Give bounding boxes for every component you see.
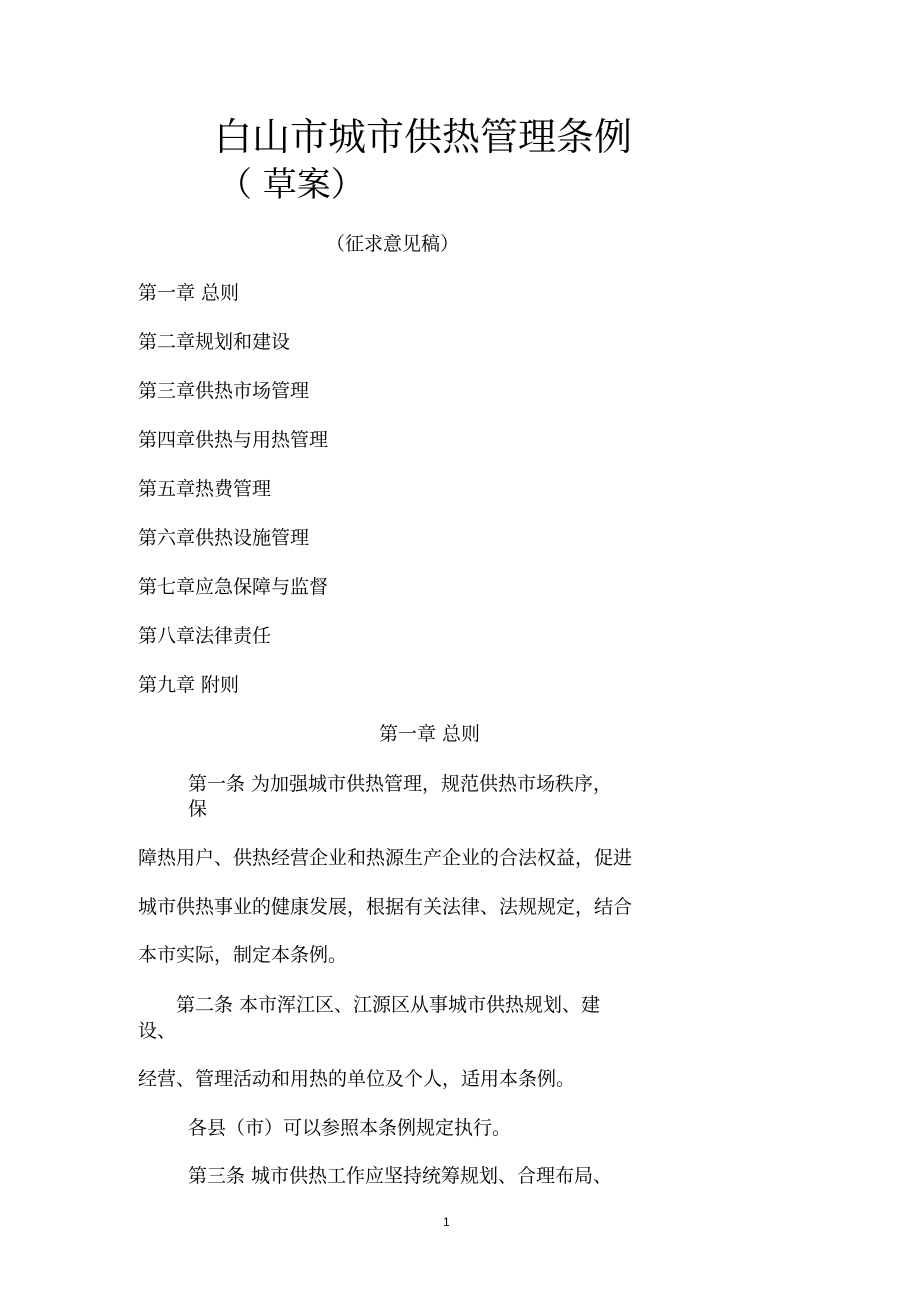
toc-item: 第二章规划和建设	[138, 331, 291, 353]
toc-item: 第八章法律责任	[138, 625, 272, 647]
article-line: 保	[188, 798, 208, 820]
draft-notice: （征求意见稿）	[326, 233, 460, 255]
toc-item: 第一章 总则	[138, 282, 240, 304]
article-line: 城市供热事业的健康发展，根据有关法律、法规规定，结合	[138, 896, 633, 918]
toc-item: 第七章应急保障与监督	[138, 576, 329, 598]
article-line: 本市实际，制定本条例。	[138, 944, 348, 966]
toc-item: 第三章供热市场管理	[138, 380, 310, 402]
document-title: 白山市城市供热管理条例	[214, 115, 633, 159]
page-number: 1	[443, 1215, 450, 1229]
article-line: 第二条 本市浑江区、江源区从事城市供热规划、建	[176, 994, 601, 1016]
article-line: 第一条 为加强城市供热管理，规范供热市场秩序，	[188, 773, 613, 795]
toc-item: 第四章供热与用热管理	[138, 429, 329, 451]
chapter-heading: 第一章 总则	[379, 723, 481, 745]
article-line: 经营、管理活动和用热的单位及个人，适用本条例。	[138, 1068, 576, 1090]
document-subtitle: （ 草案）	[218, 165, 365, 205]
article-line: 障热用户、供热经营企业和热源生产企业的合法权益，促进	[138, 847, 633, 869]
toc-item: 第五章热费管理	[138, 478, 272, 500]
article-line: 第三条 城市供热工作应坚持统筹规划、合理布局、	[188, 1165, 613, 1187]
article-line: 各县（市）可以参照本条例规定执行。	[188, 1117, 512, 1139]
toc-item: 第六章供热设施管理	[138, 527, 310, 549]
article-line: 设、	[138, 1020, 177, 1042]
toc-item: 第九章 附则	[138, 674, 240, 696]
